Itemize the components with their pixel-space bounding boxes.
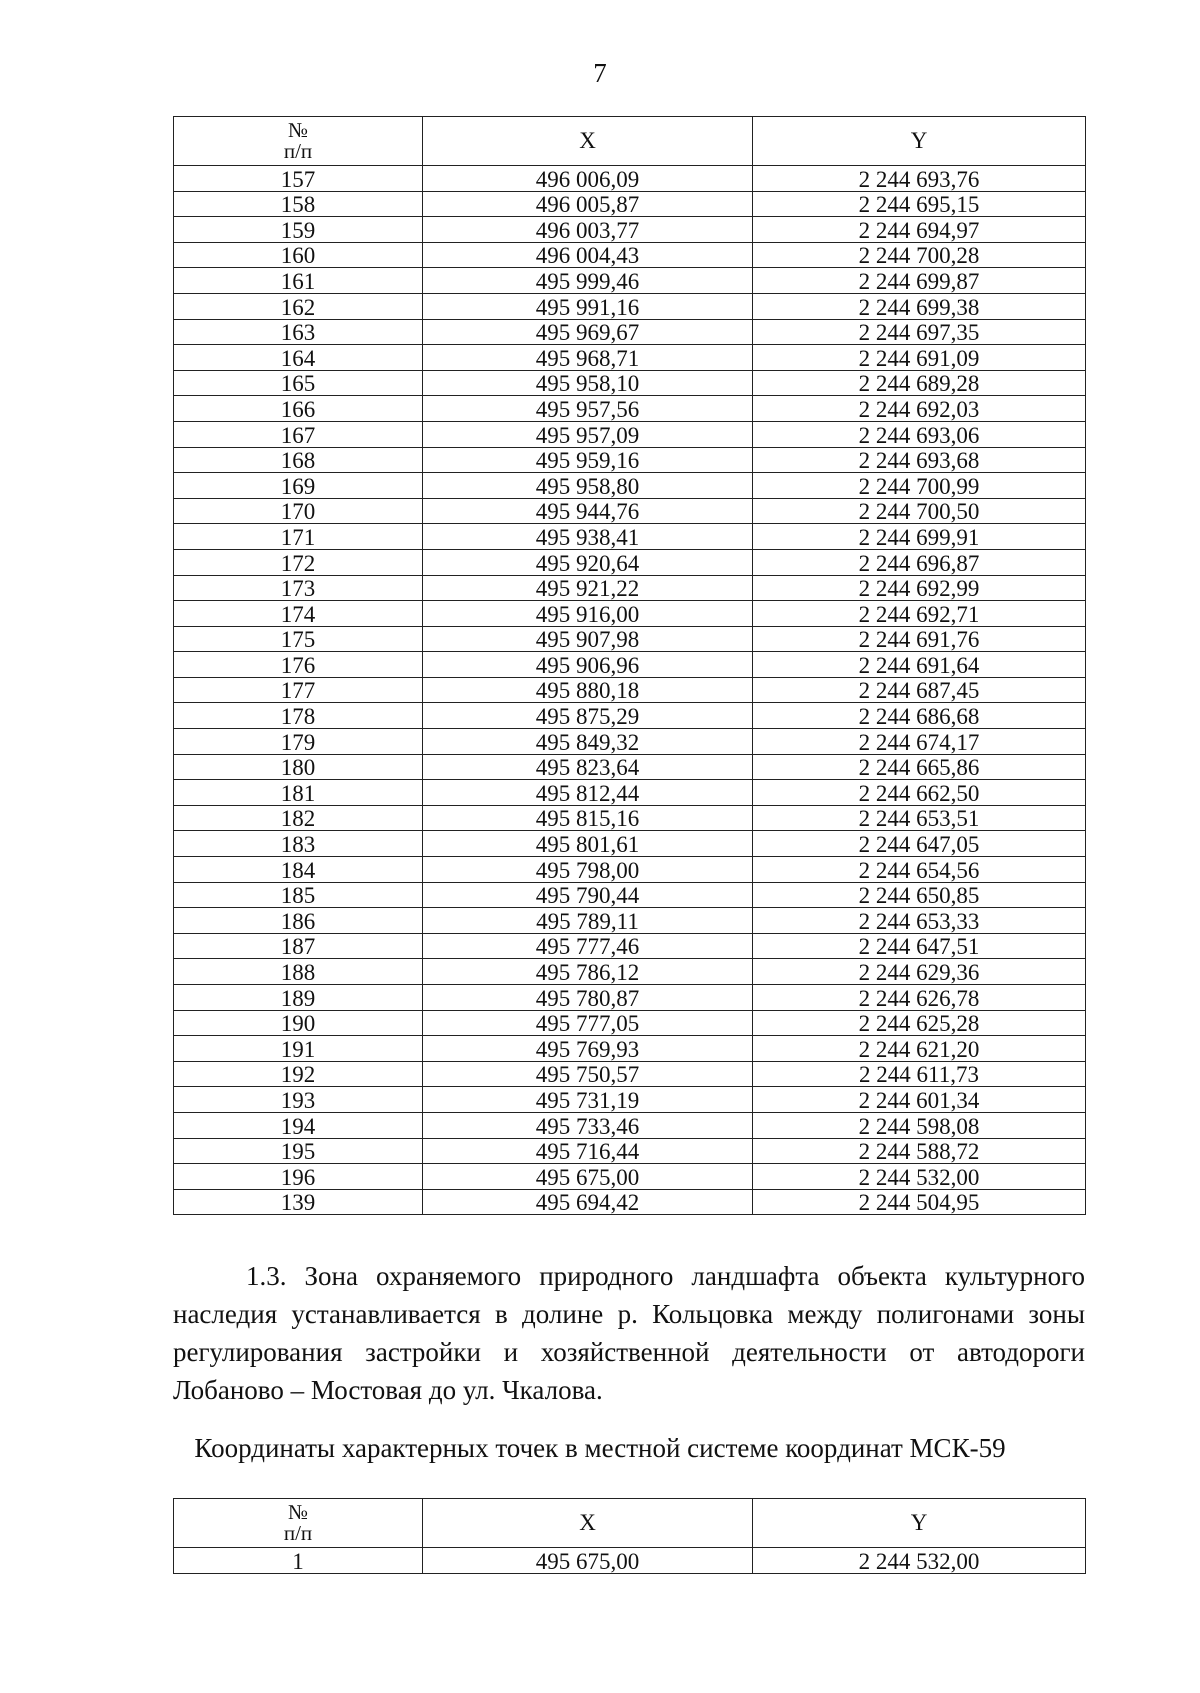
table-row	[174, 601, 1086, 627]
cell-number: 185	[174, 882, 423, 908]
cell-number: 178	[174, 703, 423, 729]
cell-x: 495 999,46	[423, 268, 753, 294]
cell-number: 163	[174, 319, 423, 345]
cell-number: 174	[174, 601, 423, 627]
cell-x: 496 005,87	[423, 191, 753, 217]
table-row	[174, 217, 1086, 243]
table-row	[174, 191, 1086, 217]
cell-y: 2 244 699,38	[753, 293, 1086, 319]
cell-y: 2 244 686,68	[753, 703, 1086, 729]
cell-x: 495 849,32	[423, 729, 753, 755]
table-row	[174, 242, 1086, 268]
zone-description-paragraph: 1.3. Зона охраняемого природного ландшафта объекта культурного наследия устанавливается в долине р. Кольцовка между полигонами зоны регулирования застройки и хозяйственной деятельности от автодороги Лобаново – Мостовая до ул. Чкалова.	[173, 1261, 1085, 1405]
cell-y: 2 244 647,05	[753, 831, 1086, 857]
cell-number: 190	[174, 1010, 423, 1036]
cell-y: 2 244 611,73	[753, 1061, 1086, 1087]
cell-number: 162	[174, 293, 423, 319]
cell-y: 2 244 654,56	[753, 857, 1086, 883]
cell-number: 157	[174, 166, 423, 192]
cell-x: 495 716,44	[423, 1138, 753, 1164]
cell-y: 2 244 601,34	[753, 1087, 1086, 1113]
table-row	[174, 831, 1086, 857]
table-header-row	[174, 117, 1086, 166]
header-number-sign: №	[287, 118, 309, 142]
table-row	[174, 703, 1086, 729]
cell-y: 2 244 694,97	[753, 217, 1086, 243]
cell-y: 2 244 532,00	[753, 1164, 1086, 1190]
cell-x: 495 812,44	[423, 780, 753, 806]
cell-y: 2 244 687,45	[753, 677, 1086, 703]
cell-y: 2 244 674,17	[753, 729, 1086, 755]
table-row	[174, 933, 1086, 959]
table-header-row	[174, 1499, 1086, 1548]
header-x: X	[423, 1499, 753, 1548]
table-row	[174, 345, 1086, 371]
cell-y: 2 244 699,87	[753, 268, 1086, 294]
cell-number: 139	[174, 1189, 423, 1215]
header-number-sub: п/п	[283, 1521, 313, 1545]
cell-number: 186	[174, 908, 423, 934]
header-number-sub: п/п	[283, 139, 313, 163]
cell-number: 158	[174, 191, 423, 217]
cell-number: 176	[174, 652, 423, 678]
cell-y: 2 244 653,51	[753, 805, 1086, 831]
cell-y: 2 244 689,28	[753, 370, 1086, 396]
table-row	[174, 1164, 1086, 1190]
table-row	[174, 985, 1086, 1011]
cell-x: 495 733,46	[423, 1112, 753, 1138]
table-row	[174, 1010, 1086, 1036]
cell-number: 169	[174, 473, 423, 499]
cell-x: 495 750,57	[423, 1061, 753, 1087]
cell-number: 179	[174, 729, 423, 755]
table-row	[174, 626, 1086, 652]
cell-number: 191	[174, 1036, 423, 1062]
cell-number: 180	[174, 754, 423, 780]
cell-y: 2 244 692,71	[753, 601, 1086, 627]
cell-number: 172	[174, 549, 423, 575]
cell-number: 170	[174, 498, 423, 524]
header-number	[174, 1499, 423, 1548]
cell-y: 2 244 625,28	[753, 1010, 1086, 1036]
table-row	[174, 370, 1086, 396]
cell-number: 189	[174, 985, 423, 1011]
cell-x: 495 944,76	[423, 498, 753, 524]
cell-x: 495 957,56	[423, 396, 753, 422]
header-number-sign: №	[287, 1500, 309, 1524]
cell-number: 184	[174, 857, 423, 883]
cell-y: 2 244 691,09	[753, 345, 1086, 371]
header-y: Y	[753, 1499, 1086, 1548]
cell-y: 2 244 693,06	[753, 421, 1086, 447]
coordinates-table-second	[173, 1498, 1086, 1574]
table-row	[174, 882, 1086, 908]
cell-y: 2 244 692,03	[753, 396, 1086, 422]
cell-number: 167	[174, 421, 423, 447]
table-row	[174, 959, 1086, 985]
cell-y: 2 244 662,50	[753, 780, 1086, 806]
cell-y: 2 244 691,76	[753, 626, 1086, 652]
coordinates-caption: Координаты характерных точек в местной системе координат МСК-59	[194, 1433, 1006, 1463]
cell-x: 496 004,43	[423, 242, 753, 268]
cell-x: 495 675,00	[423, 1548, 753, 1574]
cell-y: 2 244 695,15	[753, 191, 1086, 217]
cell-x: 495 798,00	[423, 857, 753, 883]
page-number: 7	[593, 58, 607, 88]
cell-y: 2 244 700,28	[753, 242, 1086, 268]
cell-number: 194	[174, 1112, 423, 1138]
cell-y: 2 244 697,35	[753, 319, 1086, 345]
cell-y: 2 244 647,51	[753, 933, 1086, 959]
coordinates-table-main-body	[174, 166, 1086, 1215]
cell-y: 2 244 691,64	[753, 652, 1086, 678]
cell-number: 171	[174, 524, 423, 550]
cell-x: 495 823,64	[423, 754, 753, 780]
table-row	[174, 166, 1086, 192]
cell-x: 495 790,44	[423, 882, 753, 908]
cell-y: 2 244 699,91	[753, 524, 1086, 550]
cell-number: 192	[174, 1061, 423, 1087]
cell-number: 159	[174, 217, 423, 243]
cell-y: 2 244 621,20	[753, 1036, 1086, 1062]
cell-y: 2 244 665,86	[753, 754, 1086, 780]
table-row	[174, 805, 1086, 831]
header-number	[174, 117, 423, 166]
coordinates-table-second-body	[174, 1548, 1086, 1574]
table-row	[174, 293, 1086, 319]
table-row	[174, 447, 1086, 473]
table-row	[174, 1061, 1086, 1087]
cell-number: 182	[174, 805, 423, 831]
cell-number: 175	[174, 626, 423, 652]
cell-y: 2 244 629,36	[753, 959, 1086, 985]
table-row	[174, 1112, 1086, 1138]
table-row	[174, 524, 1086, 550]
cell-x: 495 880,18	[423, 677, 753, 703]
table-row	[174, 1548, 1086, 1574]
cell-y: 2 244 626,78	[753, 985, 1086, 1011]
cell-y: 2 244 650,85	[753, 882, 1086, 908]
cell-x: 495 958,10	[423, 370, 753, 396]
cell-x: 495 769,93	[423, 1036, 753, 1062]
cell-x: 495 906,96	[423, 652, 753, 678]
cell-number: 168	[174, 447, 423, 473]
table-row	[174, 729, 1086, 755]
cell-x: 495 777,05	[423, 1010, 753, 1036]
cell-x: 495 938,41	[423, 524, 753, 550]
cell-y: 2 244 693,76	[753, 166, 1086, 192]
cell-x: 495 959,16	[423, 447, 753, 473]
cell-number: 161	[174, 268, 423, 294]
cell-x: 495 921,22	[423, 575, 753, 601]
cell-x: 495 907,98	[423, 626, 753, 652]
table-row	[174, 473, 1086, 499]
cell-y: 2 244 504,95	[753, 1189, 1086, 1215]
cell-x: 495 675,00	[423, 1164, 753, 1190]
cell-number: 160	[174, 242, 423, 268]
cell-x: 495 957,09	[423, 421, 753, 447]
cell-y: 2 244 693,68	[753, 447, 1086, 473]
cell-y: 2 244 700,50	[753, 498, 1086, 524]
cell-y: 2 244 653,33	[753, 908, 1086, 934]
cell-number: 195	[174, 1138, 423, 1164]
cell-y: 2 244 532,00	[753, 1548, 1086, 1574]
cell-x: 495 968,71	[423, 345, 753, 371]
cell-x: 495 731,19	[423, 1087, 753, 1113]
table-row	[174, 268, 1086, 294]
cell-number: 164	[174, 345, 423, 371]
cell-y: 2 244 692,99	[753, 575, 1086, 601]
coordinates-table-main	[173, 116, 1086, 1215]
cell-number: 166	[174, 396, 423, 422]
table-row	[174, 575, 1086, 601]
table-row	[174, 652, 1086, 678]
cell-number: 188	[174, 959, 423, 985]
cell-x: 495 780,87	[423, 985, 753, 1011]
table-row	[174, 754, 1086, 780]
cell-x: 495 777,46	[423, 933, 753, 959]
table-row	[174, 1087, 1086, 1113]
cell-number: 181	[174, 780, 423, 806]
cell-number: 165	[174, 370, 423, 396]
cell-number: 196	[174, 1164, 423, 1190]
cell-x: 495 991,16	[423, 293, 753, 319]
table-row	[174, 1189, 1086, 1215]
cell-y: 2 244 696,87	[753, 549, 1086, 575]
table-row	[174, 1138, 1086, 1164]
cell-x: 495 694,42	[423, 1189, 753, 1215]
cell-number: 187	[174, 933, 423, 959]
header-x: X	[423, 117, 753, 166]
cell-number: 177	[174, 677, 423, 703]
table-row	[174, 1036, 1086, 1062]
table-row	[174, 780, 1086, 806]
cell-x: 496 003,77	[423, 217, 753, 243]
cell-y: 2 244 588,72	[753, 1138, 1086, 1164]
cell-y: 2 244 700,99	[753, 473, 1086, 499]
cell-x: 495 875,29	[423, 703, 753, 729]
cell-number: 173	[174, 575, 423, 601]
cell-number: 183	[174, 831, 423, 857]
table-row	[174, 549, 1086, 575]
table-row	[174, 319, 1086, 345]
cell-y: 2 244 598,08	[753, 1112, 1086, 1138]
cell-number: 193	[174, 1087, 423, 1113]
table-row	[174, 421, 1086, 447]
cell-x: 495 801,61	[423, 831, 753, 857]
table-row	[174, 498, 1086, 524]
cell-number: 1	[174, 1548, 423, 1574]
cell-x: 495 789,11	[423, 908, 753, 934]
table-row	[174, 677, 1086, 703]
table-row	[174, 857, 1086, 883]
cell-x: 495 916,00	[423, 601, 753, 627]
cell-x: 495 958,80	[423, 473, 753, 499]
table-row	[174, 396, 1086, 422]
cell-x: 495 786,12	[423, 959, 753, 985]
cell-x: 495 969,67	[423, 319, 753, 345]
cell-x: 495 815,16	[423, 805, 753, 831]
cell-x: 495 920,64	[423, 549, 753, 575]
header-y: Y	[753, 117, 1086, 166]
cell-x: 496 006,09	[423, 166, 753, 192]
table-row	[174, 908, 1086, 934]
